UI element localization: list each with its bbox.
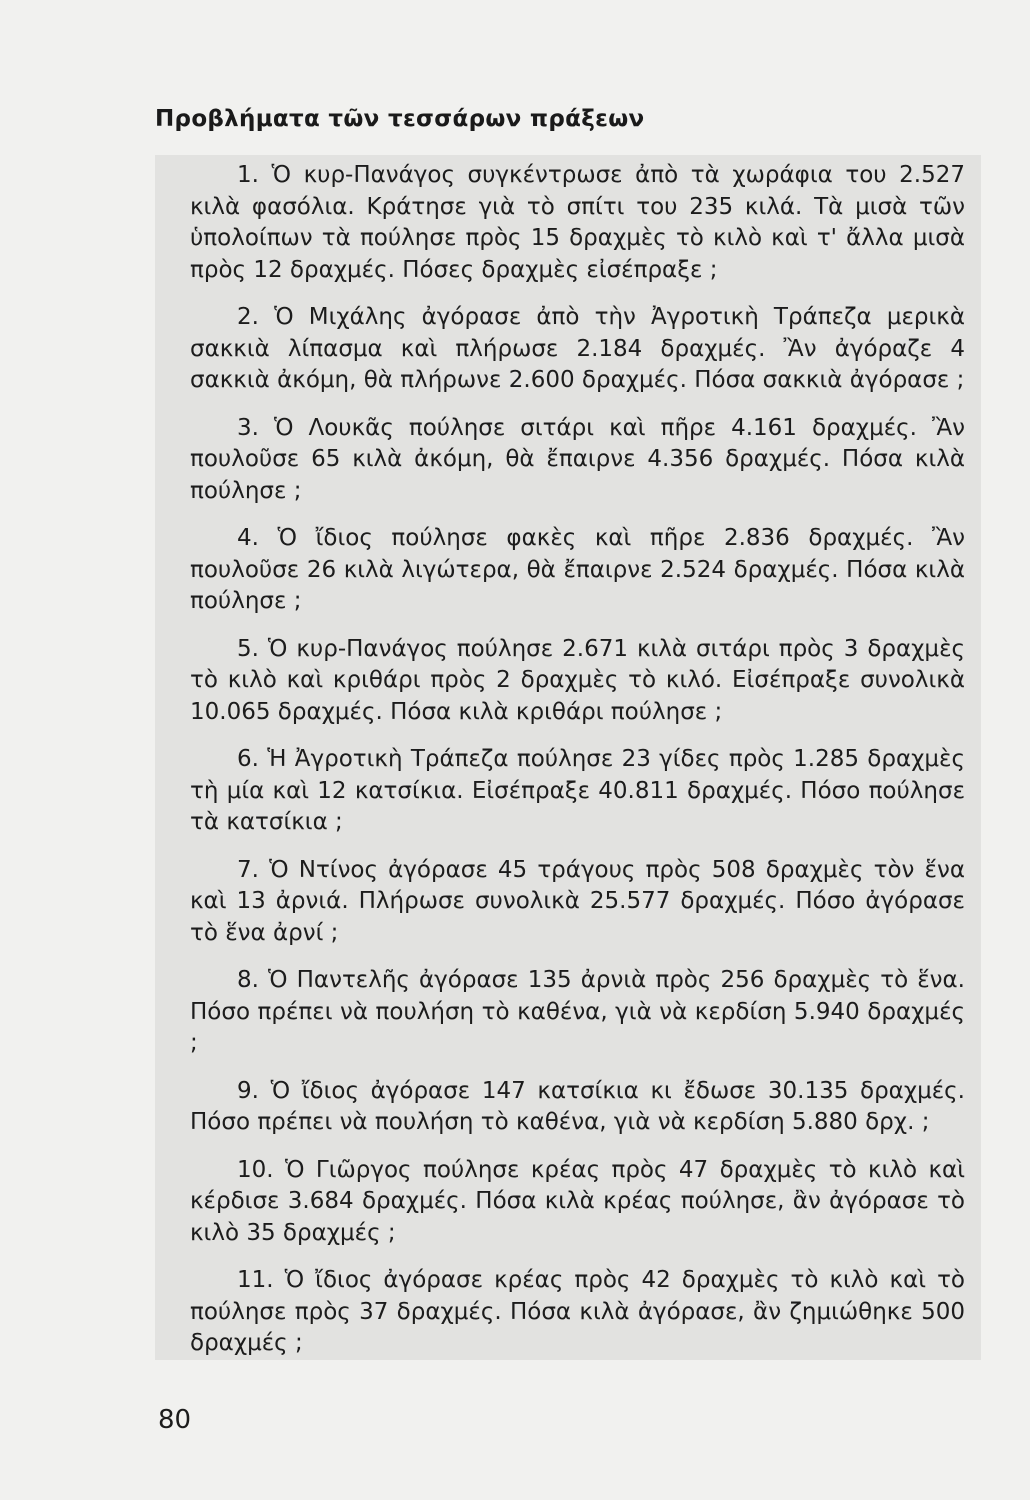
page-number: 80: [158, 1405, 192, 1435]
problem-item: 8. Ὁ Παντελῆς ἀγόρασε 135 ἀρνιὰ πρὸς 256 δραχμὲς τὸ ἕνα. Πόσο πρέπει νὰ πουλήση τὸ καθένα, γιὰ νὰ κερδίση 5.940 δραχμές ;: [190, 967, 965, 1056]
problem-item: 3. Ὁ Λουκᾶς πούλησε σιτάρι καὶ πῆρε 4.161 δραχμές. Ἂν πουλοῦσε 65 κιλὰ ἀκόμη, θὰ ἔπαιρνε 4.356 δραχμές. Πόσα κιλὰ πούλησε ;: [190, 414, 965, 504]
problem-item: 7. Ὁ Ντίνος ἀγόρασε 45 τράγους πρὸς 508 δραχμὲς τὸν ἕνα καὶ 13 ἀρνιά. Πλήρωσε συνολικὰ 25.577 δραχμές. Πόσο ἀγόρασε τὸ ἕνα ἀρνί ;: [190, 856, 965, 946]
problem-item: 11. Ὁ ἴδιος ἀγόρασε κρέας πρὸς 42 δραχμὲς τὸ κιλὸ καὶ τὸ πούλησε πρὸς 37 δραχμές. Πόσα κιλὰ ἀγόρασε, ἂν ζημιώθηκε 500 δραχμές ;: [190, 1267, 965, 1356]
problem-item: 2. Ὁ Μιχάλης ἀγόρασε ἀπὸ τὴν Ἀγροτικὴ Τράπεζα μερικὰ σακκιὰ λίπασμα καὶ πλήρωσε 2.184 δραχμές. Ἂν ἀγόραζε 4 σακκιὰ ἀκόμη, θὰ πλήρωνε 2.600 δραχμές. Πόσα σακκιὰ ἀγόρασε ;: [190, 304, 965, 393]
problem-item: 6. Ἡ Ἀγροτικὴ Τράπεζα πούλησε 23 γίδες πρὸς 1.285 δραχμὲς τὴ μία καὶ 12 κατσίκια. Εἰσέπραξε 40.811 δραχμές. Πόσο πούλησε τὰ κατσίκια ;: [190, 746, 965, 835]
problem-list: [190, 160, 965, 1376]
problem-item: 10. Ὁ Γιῶργος πούλησε κρέας πρὸς 47 δραχμὲς τὸ κιλὸ καὶ κέρδισε 3.684 δραχμές. Πόσα κιλὰ κρέας πούλησε, ἂν ἀγόρασε τὸ κιλὸ 35 δραχμές ;: [190, 1156, 965, 1246]
problem-item: 5. Ὁ κυρ-Πανάγος πούλησε 2.671 κιλὰ σιτάρι πρὸς 3 δραχμὲς τὸ κιλὸ καὶ κριθάρι πρὸς 2 δραχμὲς τὸ κιλό. Εἰσέπραξε συνολικὰ 10.065 δραχμές. Πόσα κιλὰ κριθάρι πούλησε ;: [190, 635, 965, 725]
problem-item: 4. Ὁ ἴδιος πούλησε φακὲς καὶ πῆρε 2.836 δραχμές. Ἂν πουλοῦσε 26 κιλὰ λιγώτερα, θὰ ἔπαιρνε 2.524 δραχμές. Πόσα κιλὰ πούλησε ;: [190, 525, 965, 614]
problem-item: 9. Ὁ ἴδιος ἀγόρασε 147 κατσίκια κι ἔδωσε 30.135 δραχμές. Πόσο πρέπει νὰ πουλήση τὸ καθένα, γιὰ νὰ κερδίση 5.880 δρχ. ;: [190, 1077, 965, 1135]
section-title: Προβλήματα τῶν τεσσάρων πράξεων: [155, 106, 645, 132]
problem-item: 1. Ὁ κυρ-Πανάγος συγκέντρωσε ἀπὸ τὰ χωράφια του 2.527 κιλὰ φασόλια. Κράτησε γιὰ τὸ σπίτι του 235 κιλά. Τὰ μισὰ τῶν ὑπολοίπων τὰ πούλησε πρὸς 15 δραχμὲς τὸ κιλὸ καὶ τ' ἄλλα μισὰ πρὸς 12 δραχμές. Πόσες δραχμὲς εἰσέπραξε ;: [190, 162, 965, 283]
